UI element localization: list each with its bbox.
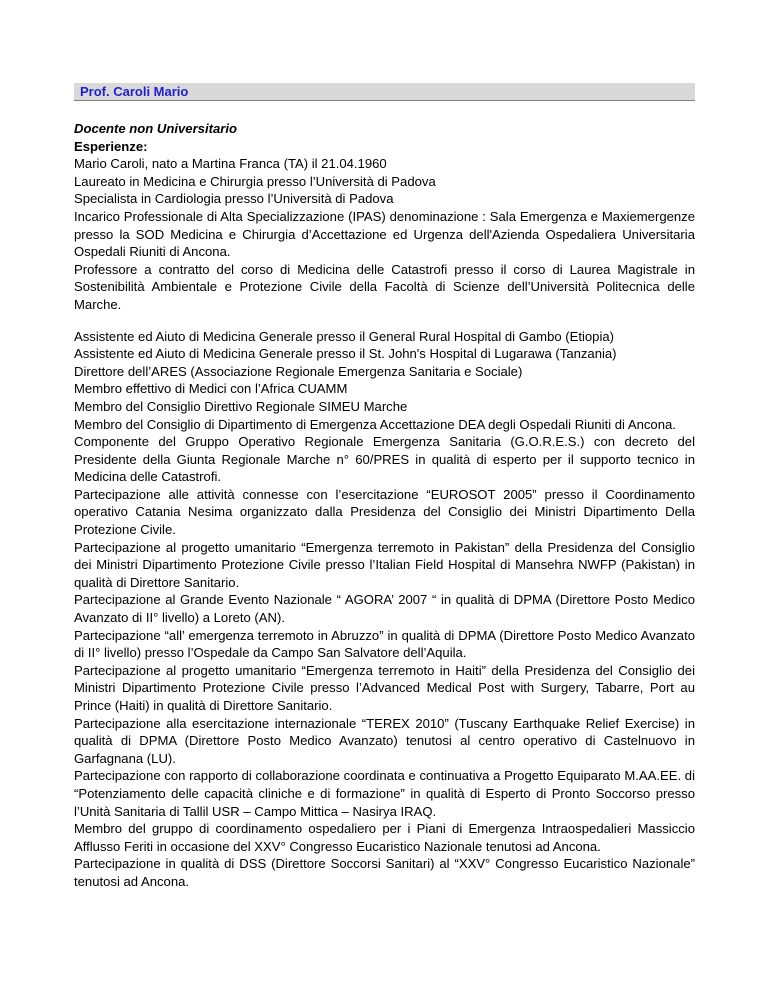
- experience-item: Partecipazione alla esercitazione internazionale “TEREX 2010” (Tuscany Earthquake Relief Exercise) in qualità di DPMA (Direttore Posto Medico Avanzato) tenutosi al centro operativo di Castelnuovo in Garfagnana (LU).: [74, 715, 695, 766]
- intro-line: Laureato in Medicina e Chirurgia presso l’Università di Padova: [74, 173, 436, 189]
- experience-item: Partecipazione al Grande Evento Nazionale “ AGORA’ 2007 “ in qualità di DPMA (Direttore Posto Medico Avanzato di II° livello) a Loreto (AN).: [74, 592, 695, 626]
- experience-item: Partecipazione al progetto umanitario “Emergenza terremoto in Pakistan” della Presidenza del Consiglio dei Ministri Dipartimento Protezione Civile presso l’Italian Field Hospital di Mansehra NWFP (Pakistan) in qualità di Direttore Sanitario.: [74, 539, 695, 590]
- role-title: Docente non Universitario: [74, 121, 237, 136]
- person-name-heading: Prof. Caroli Mario: [80, 84, 189, 99]
- experience-item: Assistente ed Aiuto di Medicina Generale presso il St. John's Hospital di Lugarawa (Tanzania): [74, 346, 617, 362]
- experience-item: Membro del gruppo di coordinamento ospedaliero per i Piani di Emergenza Intraospedalieri Massiccio Afflusso Feriti in occasione del XXV° Congresso Eucaristico Nazionale tenutosi ad Ancona.: [74, 821, 695, 854]
- cv-content: [74, 120, 695, 891]
- intro-line: Mario Caroli, nato a Martina Franca (TA) il 21.04.1960: [74, 156, 387, 172]
- intro-block: [74, 155, 695, 313]
- experience-item: Assistente ed Aiuto di Medicina Generale presso il General Rural Hospital di Gambo (Etiopia): [74, 328, 615, 344]
- experience-item: Direttore dell’ARES (Associazione Regionale Emergenza Sanitaria e Sociale): [74, 363, 523, 379]
- intro-line: Incarico Professionale di Alta Specializzazione (IPAS) denominazione : Sala Emergenza e Maxiemergenze presso la SOD Medicina e Chirurgia d’Accettazione ed Urgenza dell'Azienda Ospedaliera Universitaria Ospedali Riuniti di Ancona.: [74, 208, 695, 260]
- experience-item: Componente del Gruppo Operativo Regionale Emergenza Sanitaria (G.O.R.E.S.) con decreto del Presidente della Giunta Regionale Marche n° 60/PRES in qualità di esperto per il supporto tecnico in Medicina delle Catastrofi.: [74, 434, 695, 485]
- experience-item: Membro del Consiglio Direttivo Regionale SIMEU Marche: [74, 398, 408, 414]
- experience-item: Partecipazione alle attività connesse con l’esercitazione “EUROSOT 2005” presso il Coordinamento operativo Catania Nesima organizzato dalla Presidenza del Consiglio dei Ministri Dipartimento Della Protezione Civile.: [74, 486, 695, 538]
- experience-item: Partecipazione in qualità di DSS (Direttore Soccorsi Sanitari) al “XXV° Congresso Eucaristico Nazionale” tenutosi ad Ancona.: [74, 856, 695, 889]
- intro-line: Professore a contratto del corso di Medicina delle Catastrofi presso il corso di Laurea Magistrale in Sostenibilità Ambientale e Protezione Civile della Facoltà di Scienze dell’Università Politecnica delle Marche.: [74, 261, 695, 312]
- section-title: Esperienze:: [74, 138, 148, 154]
- experience-item: Membro del Consiglio di Dipartimento di Emergenza Accettazione DEA degli Ospedali Riuniti di Ancona.: [74, 416, 676, 432]
- experience-item: Partecipazione “all’ emergenza terremoto in Abruzzo” in qualità di DPMA (Direttore Posto Medico Avanzato di II° livello) presso l’Ospedale da Campo San Salvatore dell’Aquila.: [74, 627, 695, 661]
- intro-line: Specialista in Cardiologia presso l’Università di Padova: [74, 191, 394, 207]
- experience-item: Partecipazione al progetto umanitario “Emergenza terremoto in Haiti” della Presidenza del Consiglio dei Ministri Dipartimento Protezione Civile presso l’Advanced Medical Post with Surgery, Tabarre, Port au Prince (Haiti) in qualità di Direttore Sanitario.: [74, 662, 695, 713]
- experience-list: [74, 328, 695, 891]
- experience-item: Membro effettivo di Medici con l’Africa CUAMM: [74, 381, 348, 397]
- name-header-bar: [74, 83, 695, 101]
- paragraph-gap: [74, 314, 695, 328]
- experience-item: Partecipazione con rapporto di collaborazione coordinata e continuativa a Progetto Equiparato M.AA.EE. di “Potenziamento delle capacità cliniche e di formazione” in qualità di Esperto di Pronto Soccorso presso l’Unità Sanitaria di Tallil USR – Campo Mittica – Nasirya IRAQ.: [74, 768, 695, 819]
